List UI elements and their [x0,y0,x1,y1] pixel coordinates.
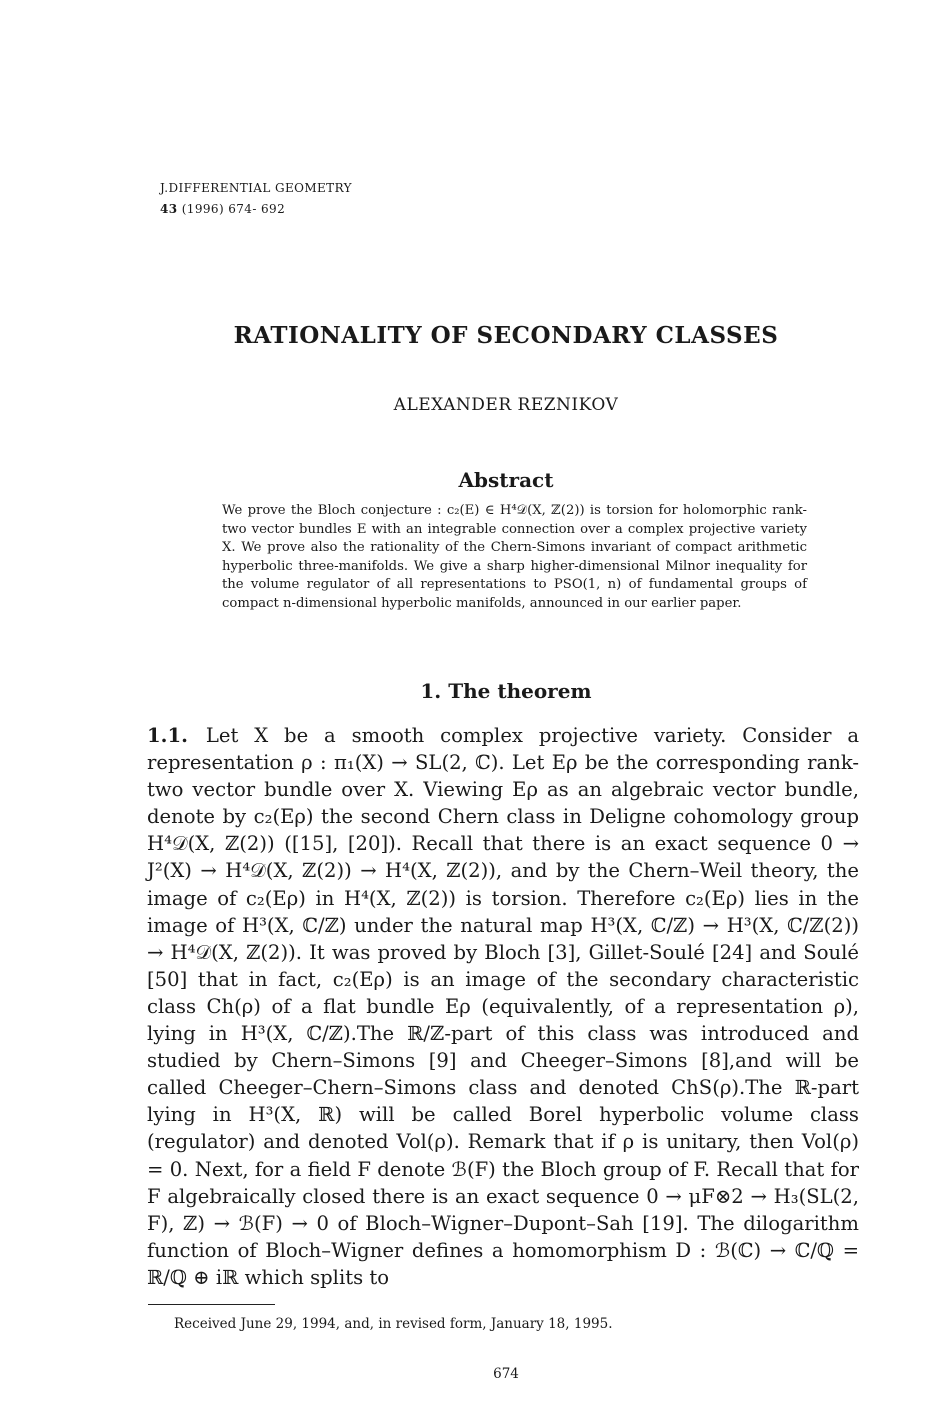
page-number: 674 [493,1366,519,1382]
section-heading: 1. The theorem [420,679,592,703]
abstract-text: We prove the Bloch conjecture : c₂(E) ∈ H⁴𝒟(X, ℤ(2)) is torsion for holomorphic rank-two vector bundles E with an integrable connection over a complex projective variety X. We prove also the rationality of the Chern-Simons invariant of compact arithmetic hyperbolic three-manifolds. We give a sharp higher-dimensional Milnor inequality for the volume regulator of all representations to PSO(1, n) of fundamental groups of compact n-dimensional hyperbolic manifolds, announced in our earlier paper. [222,503,807,611]
journal-name: J.DIFFERENTIAL GEOMETRY [160,181,352,195]
footnote-rule [148,1304,275,1305]
paper-author: ALEXANDER REZNIKOV [393,395,619,415]
abstract-body [222,502,807,613]
section-body [147,722,859,1291]
journal-citation [160,199,352,220]
abstract-heading: Abstract [458,468,554,492]
journal-header [160,178,352,220]
footnote: Received June 29, 1994, and, in revised form, January 18, 1995. [174,1316,613,1332]
paragraph-number: 1.1. [147,724,188,747]
paragraph [147,722,859,1291]
journal-volume: 43 [160,202,178,216]
journal-pages: (1996) 674- 692 [181,202,286,216]
paragraph-text: Let X be a smooth complex projective variety. Consider a representation ρ : π₁(X) → SL(2, ℂ). Let Eρ be the corresponding rank-two vector bundle over X. Viewing Eρ as an algebraic vector bundle, denote by c₂(Eρ) the second Chern class in Deligne cohomology group H⁴𝒟(X, ℤ(2)) ([15], [20]). Recall that there is an exact sequence 0 → J²(X) → H⁴𝒟(X, ℤ(2)) → H⁴(X, ℤ(2)), and by the Chern–Weil theory, the image of c₂(Eρ) in H⁴(X, ℤ(2)) is torsion. Therefore c₂(Eρ) lies in the image of H³(X, ℂ/ℤ) under the natural map H³(X, ℂ/ℤ) → H³(X, ℂ/ℤ(2)) → H⁴𝒟(X, ℤ(2)). It was proved by Bloch [3], Gillet-Soulé [24] and Soulé [50] that in fact, c₂(Eρ) is an image of the secondary characteristic class Ch(ρ) of a flat bundle Eρ (equivalently, of a representation ρ), lying in H³(X, ℂ/ℤ).The ℝ/ℤ-part of this class was introduced and studied by Chern–Simons [9] and Cheeger–Simons [8],and will be called Cheeger–Chern–Simons class and denoted ChS(ρ).The ℝ-part lying in H³(X, ℝ) will be called Borel hyperbolic volume class (regulator) and denoted Vol(ρ). Remark that if ρ is unitary, then Vol(ρ) = 0. Next, for a field F denote ℬ(F) the Bloch group of F. Recall that for F algebraically closed there is an exact sequence 0 → μF⊗2 → H₃(SL(2, F), ℤ) → ℬ(F) → 0 of Bloch–Wigner–Dupont–Sah [19]. The dilogarithm function of Bloch–Wigner defines a homomorphism D : ℬ(ℂ) → ℂ/ℚ = ℝ/ℚ ⊕ iℝ which splits to [147,724,859,1289]
paper-title: RATIONALITY OF SECONDARY CLASSES [233,322,779,349]
